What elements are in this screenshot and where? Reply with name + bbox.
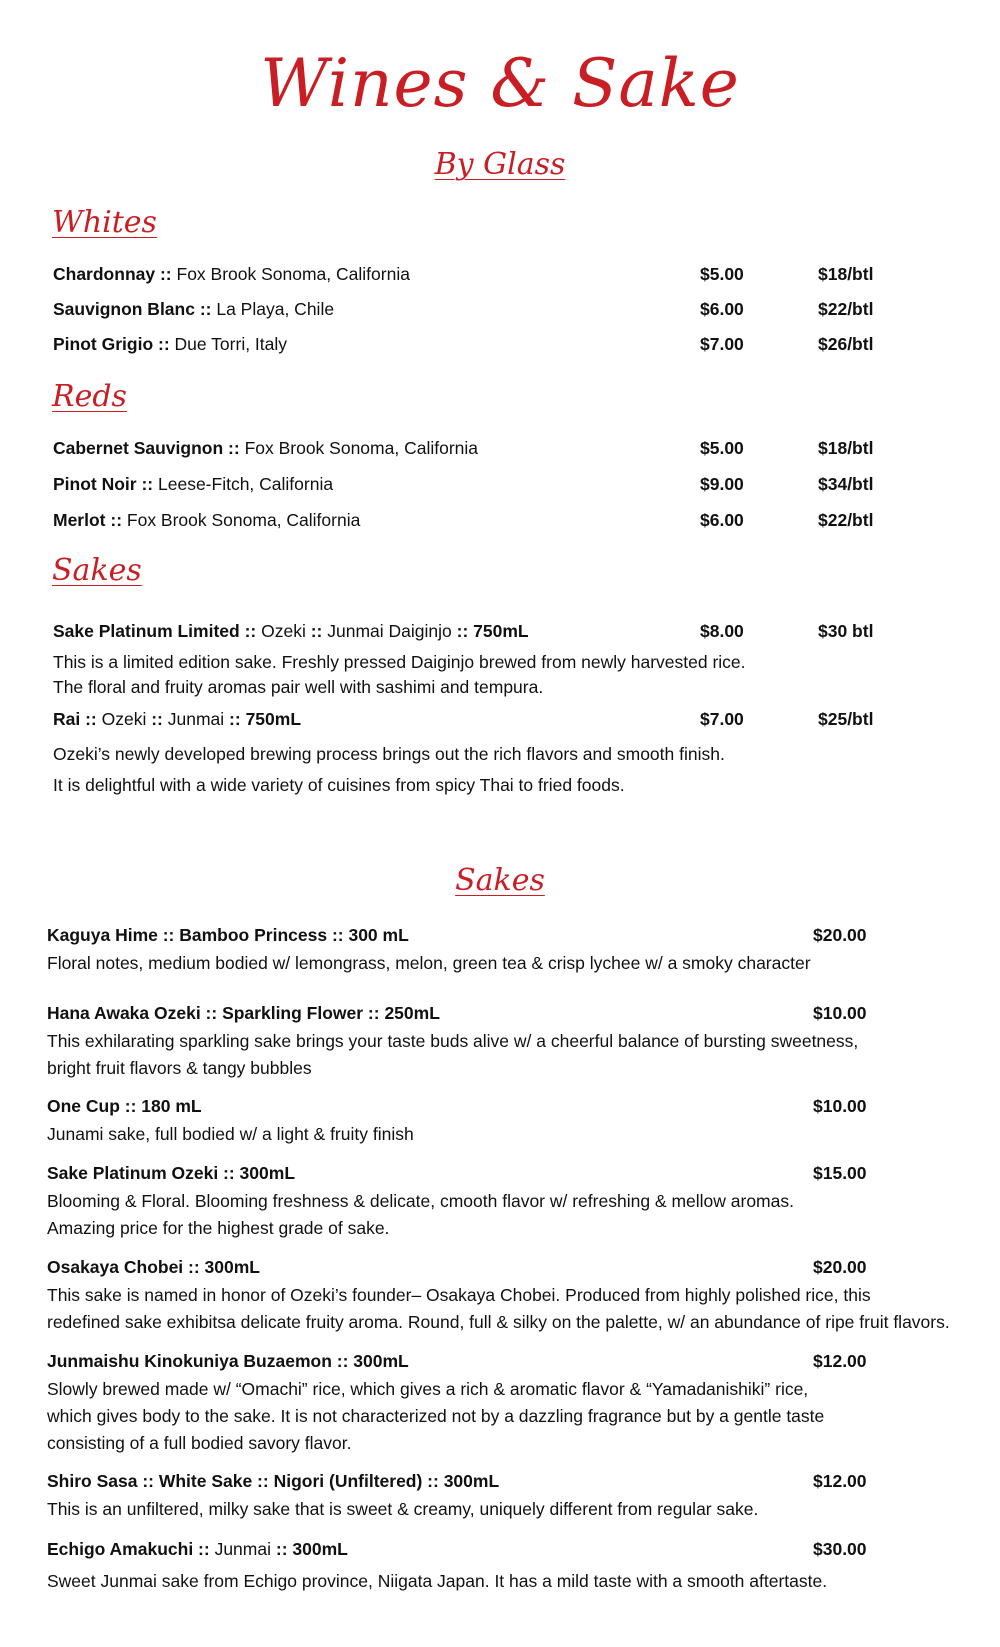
sake-price: $10.00 bbox=[813, 1003, 867, 1023]
bottle-price: $18/btl bbox=[818, 438, 874, 458]
separator: :: bbox=[153, 334, 175, 354]
sake-price: $12.00 bbox=[813, 1471, 867, 1491]
glass-price: $8.00 bbox=[700, 621, 744, 641]
sake-name: Junmaishu Kinokuniya Buzaemon :: 300mL bbox=[47, 1351, 409, 1371]
sake-description bbox=[47, 1028, 858, 1082]
sake-description bbox=[47, 950, 811, 977]
sakes-list-heading bbox=[0, 862, 1000, 900]
bottle-price: $22/btl bbox=[818, 299, 874, 319]
sake-glass-row bbox=[53, 619, 953, 643]
sake-size: 750mL bbox=[473, 621, 529, 641]
description-line: consisting of a full bodied savory flavor. bbox=[47, 1433, 352, 1453]
sake-name: Kaguya Hime :: Bamboo Princess :: 300 mL bbox=[47, 925, 409, 945]
wine-producer: La Playa, Chile bbox=[216, 299, 335, 319]
wine-row bbox=[53, 332, 953, 356]
wine-entry bbox=[53, 436, 478, 460]
sake-price: $15.00 bbox=[813, 1163, 867, 1183]
sake-size: 300mL bbox=[292, 1539, 348, 1559]
wine-producer: Due Torri, Italy bbox=[174, 334, 288, 354]
sake-name: Echigo Amakuchi bbox=[47, 1539, 194, 1559]
bottle-price: $18/btl bbox=[818, 264, 874, 284]
sake-name: Sake Platinum Limited bbox=[53, 621, 245, 641]
wine-row bbox=[53, 472, 953, 496]
bottle-price: $34/btl bbox=[818, 474, 874, 494]
description-line: Junami sake, full bodied w/ a light & fruity finish bbox=[47, 1124, 414, 1144]
description-line: This exhilarating sparkling sake brings your taste buds alive w/ a cheerful balance of bursting sweetness, bbox=[47, 1031, 859, 1051]
bottle-price: $30 btl bbox=[818, 621, 874, 641]
separator: :: bbox=[194, 299, 217, 319]
sake-name: Shiro Sasa :: White Sake :: Nigori (Unfiltered) :: 300mL bbox=[47, 1471, 500, 1491]
sake-brewery: Ozeki bbox=[261, 621, 306, 641]
sake-description bbox=[47, 1496, 758, 1523]
sake-description bbox=[47, 1568, 827, 1595]
by-glass-subtitle: By Glass bbox=[434, 147, 566, 182]
bottle-price: $22/btl bbox=[818, 510, 874, 530]
wine-entry bbox=[53, 472, 333, 496]
sake-name: Sake Platinum Ozeki :: 300mL bbox=[47, 1163, 296, 1183]
menu-title: Wines & Sake bbox=[260, 45, 740, 122]
wine-name: Cabernet Sauvignon bbox=[53, 438, 224, 458]
wine-row bbox=[53, 508, 953, 532]
wine-entry bbox=[53, 262, 410, 286]
separator: :: bbox=[136, 474, 158, 494]
sake-price: $10.00 bbox=[813, 1096, 867, 1116]
separator: :: bbox=[451, 621, 474, 641]
separator: :: bbox=[146, 709, 168, 729]
sake-note: It is delightful with a wide variety of cuisines from spicy Thai to fried foods. bbox=[53, 775, 625, 795]
wine-producer: Fox Brook Sonoma, California bbox=[126, 510, 361, 530]
sake-grade: Junmai Daiginjo bbox=[327, 621, 452, 641]
wine-producer: Leese-Fitch, California bbox=[158, 474, 334, 494]
sake-size: 750mL bbox=[245, 709, 302, 729]
separator: :: bbox=[223, 438, 245, 458]
sake-name-line bbox=[47, 1537, 348, 1561]
glass-price: $6.00 bbox=[700, 299, 744, 319]
description-line: Sweet Junmai sake from Echigo province, Niigata Japan. It has a mild taste with a smooth aftertaste. bbox=[47, 1571, 828, 1591]
sake-description bbox=[47, 1282, 950, 1336]
separator: :: bbox=[224, 709, 246, 729]
sake-entry bbox=[53, 619, 529, 643]
separator: :: bbox=[80, 709, 102, 729]
wine-name: Chardonnay bbox=[53, 264, 156, 284]
sake-grade: Junmai bbox=[167, 709, 225, 729]
sakes-list-heading-text: Sakes bbox=[455, 863, 545, 898]
sake-price: $20.00 bbox=[813, 1257, 867, 1277]
sake-description bbox=[47, 1188, 794, 1242]
sake-grade: Junmai bbox=[214, 1539, 271, 1559]
description-line: Amazing price for the highest grade of sake. bbox=[47, 1218, 390, 1238]
separator: :: bbox=[271, 1539, 293, 1559]
description-line: bright fruit flavors & tangy bubbles bbox=[47, 1058, 312, 1078]
wine-name: Merlot bbox=[53, 510, 106, 530]
separator: :: bbox=[305, 621, 328, 641]
sake-note: Ozeki’s newly developed brewing process brings out the rich flavors and smooth finish. bbox=[53, 744, 725, 764]
wine-entry bbox=[53, 332, 287, 356]
sakes-by-glass-heading: Sakes bbox=[52, 553, 142, 588]
wine-producer: Fox Brook Sonoma, California bbox=[176, 264, 410, 284]
wine-row bbox=[53, 297, 953, 321]
separator: :: bbox=[244, 621, 262, 641]
sake-brewery: Ozeki bbox=[101, 709, 147, 729]
wine-name: Pinot Noir bbox=[53, 474, 137, 494]
sake-note: This is a limited edition sake. Freshly pressed Daiginjo brewed from newly harvested rice. bbox=[53, 652, 746, 672]
sake-note: The floral and fruity aromas pair well with sashimi and tempura. bbox=[53, 677, 544, 697]
wine-name: Sauvignon Blanc bbox=[53, 299, 195, 319]
glass-price: $9.00 bbox=[700, 474, 744, 494]
sake-price: $20.00 bbox=[813, 925, 867, 945]
description-line: Floral notes, medium bodied w/ lemongrass, melon, green tea & crisp lychee w/ a smoky character bbox=[47, 953, 811, 973]
sake-price: $12.00 bbox=[813, 1351, 867, 1371]
separator: :: bbox=[105, 510, 127, 530]
bottle-price: $26/btl bbox=[818, 334, 874, 354]
wine-entry bbox=[53, 508, 360, 532]
sake-name: Osakaya Chobei :: 300mL bbox=[47, 1257, 260, 1277]
sake-name: Rai bbox=[53, 709, 81, 729]
wine-entry bbox=[53, 297, 334, 321]
sake-price: $30.00 bbox=[813, 1539, 867, 1559]
glass-price: $5.00 bbox=[700, 264, 744, 284]
description-line: Blooming & Floral. Blooming freshness & delicate, cmooth flavor w/ refreshing & mellow aromas. bbox=[47, 1191, 794, 1211]
sake-name: One Cup :: 180 mL bbox=[47, 1096, 202, 1116]
glass-price: $6.00 bbox=[700, 510, 744, 530]
sake-description bbox=[47, 1376, 824, 1457]
wine-row bbox=[53, 262, 953, 286]
sake-glass-row bbox=[53, 707, 953, 731]
bottle-price: $25/btl bbox=[818, 709, 874, 729]
glass-price: $5.00 bbox=[700, 438, 744, 458]
separator: :: bbox=[155, 264, 177, 284]
sake-entry bbox=[53, 707, 301, 731]
sake-name: Hana Awaka Ozeki :: Sparkling Flower :: 250mL bbox=[47, 1003, 440, 1023]
description-line: Slowly brewed made w/ “Omachi” rice, which gives a rich & aromatic flavor & “Yamadanishiki” rice, bbox=[47, 1379, 809, 1399]
description-line: redefined sake exhibitsa delicate fruity aroma. Round, full & silky on the palette, w/ an abundance of ripe fruit flavors. bbox=[47, 1312, 950, 1332]
description-line: This sake is named in honor of Ozeki’s founder– Osakaya Chobei. Produced from highly polished rice, this bbox=[47, 1285, 871, 1305]
glass-price: $7.00 bbox=[700, 709, 744, 729]
sake-description bbox=[47, 1121, 414, 1148]
wine-name: Pinot Grigio bbox=[53, 334, 154, 354]
wine-producer: Fox Brook Sonoma, California bbox=[244, 438, 479, 458]
whites-heading: Whites bbox=[52, 205, 157, 240]
separator: :: bbox=[193, 1539, 215, 1559]
description-line: which gives body to the sake. It is not characterized not by a dazzling fragrance but by a gentle taste bbox=[47, 1406, 825, 1426]
glass-price: $7.00 bbox=[700, 334, 744, 354]
wine-row bbox=[53, 436, 953, 460]
reds-heading: Reds bbox=[52, 379, 127, 414]
description-line: This is an unfiltered, milky sake that is sweet & creamy, uniquely different from regular sake. bbox=[47, 1499, 759, 1519]
